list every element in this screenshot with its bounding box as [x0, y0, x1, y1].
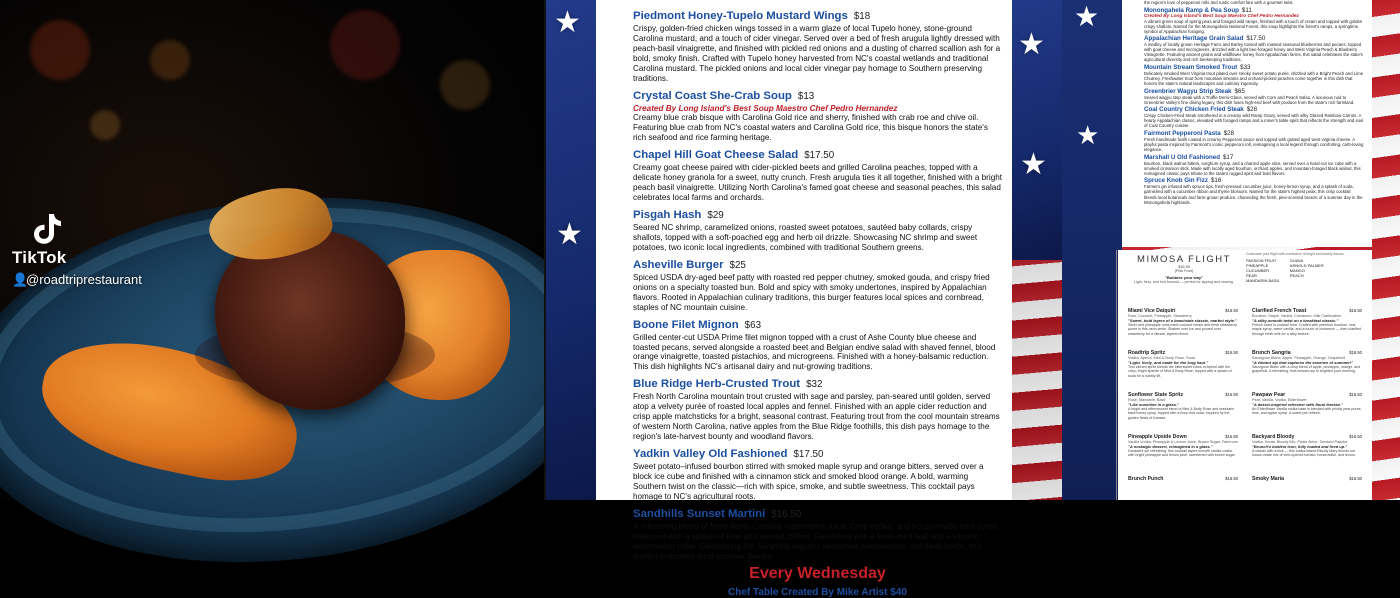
menu-item-price: $17.50: [793, 449, 824, 461]
menu-item-title: Asheville Burger: [633, 258, 724, 271]
menu-item-price: $29: [707, 210, 724, 222]
flavor-option: PASSION FRUIT: [1246, 258, 1277, 263]
menu2-item-price: $16: [1210, 177, 1222, 185]
menu-item-title: Blue Ridge Herb-Crusted Trout: [633, 378, 801, 391]
cocktail-list: [1128, 308, 1362, 518]
flavor-option: PINEAPPLE: [1246, 263, 1269, 268]
menu2-item-title: [1144, 154, 1364, 161]
flavor-option: PEAR: [1246, 273, 1257, 278]
flavor-option: MANDARIN BASIL: [1246, 278, 1280, 283]
cocktail-name: Roadtrip Spritz: [1128, 350, 1166, 356]
menu-item: [633, 205, 1002, 253]
menu2-item-price: $11: [1241, 6, 1252, 14]
menu-item-title: Pisgah Hash: [633, 209, 702, 222]
menu-item-title: Piedmont Honey-Tupelo Mustard Wings: [633, 10, 848, 22]
menu-page: [596, 0, 1012, 598]
cocktail-tagline: "A vibrant sip that captures the essence of summer!": [1252, 360, 1354, 365]
menu-item-description: Crispy, golden-fried chicken wings tossed in a warm glaze of local Tupelo honey, stone-ground Carolina mustard, and a touch of cider vinegar. Served over a bed of fresh arugula lightly dressed with peach-basil vinaigrette, and finished with pickled red onions and a dusting of charred scallion ash for a bold, smoky finish. Crafted with Tupelo honey harvested from NC's coastal wetlands and traditional Carolina mustard. The pickled onions and local cider vinegar pay homage to Southern preserving traditions.: [633, 24, 1001, 83]
menu-item: [633, 444, 1002, 502]
menu-item-price: $16.50: [771, 508, 802, 520]
menu-item-price: $25: [729, 259, 746, 271]
menu-item-description: Creamy blue crab bisque with Carolina Gold rice and sherry, finished with crab roe and chive oil. Featuring blue crab from NC's coastal waters and Carolina Gold rice, this bisque honors the state's rich seafood and rice farming heritage.: [633, 113, 988, 143]
cocktail-ingredients: Pear, Vanilla, Vodka, Elderflower: [1252, 398, 1307, 402]
cocktail-price: $16.50: [1225, 476, 1238, 481]
tiktok-logo-icon: [32, 212, 62, 246]
cocktail-description: Sauvignon Blanc with a crisp blend of apple, pineapple, orange, and grapefruit. A refreshing, fruit-forward sip to brighten your morning.: [1252, 365, 1361, 374]
cocktail-ingredients: Vanilla Vodka, Pineapple & Lemon Juice, Brown Sugar, Falernum: [1128, 440, 1238, 444]
cocktail-tagline: "A silky-smooth twist on a breakfast classic.": [1252, 318, 1339, 323]
menu2-item-title: [1144, 64, 1364, 71]
cocktail-price: $16.50: [1225, 392, 1238, 397]
menu-item-header: [633, 6, 1002, 24]
cocktail-header: [1128, 476, 1238, 482]
menu-item-title: Yadkin Valley Old Fashioned: [633, 448, 788, 461]
cocktail-name: Backyard Bloody: [1252, 434, 1295, 440]
cocktail-name: Sunflower State Spritz: [1128, 392, 1184, 398]
menu2-item-title: [1144, 7, 1364, 14]
cocktail-item: [1128, 308, 1238, 350]
cocktail-item: [1128, 476, 1238, 518]
cocktail-tagline: "Sweet, bold layers of a beachside classic, martini style.": [1128, 318, 1237, 323]
cocktail-item: [1252, 350, 1362, 392]
menu2-item-price: $33: [1240, 64, 1251, 71]
menu-item-title: Sandhills Sunset Martini: [633, 507, 766, 520]
menu2-item-name: Marshall U Old Fashioned: [1144, 153, 1220, 161]
menu2-item-name: Monongahela Ramp & Pea Soup: [1144, 6, 1239, 14]
every-wednesday-heading: Every Wednesday: [749, 564, 886, 582]
menu-item: [633, 315, 1002, 373]
menu2-item-title: [1144, 106, 1364, 113]
cocktail-price: $16.50: [1349, 308, 1362, 313]
tiktok-watermark: [12, 212, 172, 287]
menu-page-2: [1122, 0, 1372, 247]
menu2-item-description: A vibrant green soup of spring peas and foraged wild ramps, finished with a touch of cream and topped with golden crispy shallots. Named for the Monongahela National Forest, this soup highlights the forest's ramps, a springtime symbol of Appalachian foraging.: [1144, 18, 1363, 34]
flavor-column-1: [1246, 258, 1280, 283]
menu-item-description: Fresh North Carolina mountain trout crusted with sage and parsley, pan-seared until golden, served atop a velvety purée of roasted local apples and fennel. Finished with an apple cider reduction and crisp apple matchsticks for a bright, seasonal contrast. Featuring trout from the cool mountain streams of western North Carolina, native apples from the Blue Ridge foothills, this dish pays homage to the region's late-harvest bounty and woodland flavors.: [633, 392, 1000, 442]
menu2-intro: the region's love of pepperoni rolls and rustic comfort fare with a gourmet twist.: [1144, 0, 1294, 5]
cocktail-ingredients: Bourbon, Maple, Vanilla, Cinnamon, Milk Clarification: [1252, 314, 1342, 318]
menu2-item-description: Fresh handmade fusilli coated in creamy Pepperoni sauce and topped with grated aged west virginia cheese. A playful pasta inspired by Fairmont's iconic pepperoni roll, reimagining a local legend through comforting, carb-loving elegance.: [1144, 137, 1364, 153]
menu-item-price: $63: [744, 319, 762, 331]
drinks-menu-card: [1118, 250, 1372, 500]
mimosa-flight-price: $16.50: [1178, 265, 1190, 269]
menu2-item-name: Coal Country Chicken Fried Steak: [1144, 106, 1244, 114]
menu-item: [633, 86, 1002, 144]
menu2-item-title: [1144, 130, 1364, 137]
flavor-column-2: [1290, 258, 1324, 283]
menu2-item-description: Delicately smoked West Virginia trout plated over smoky sweet potato purée, drizzled with a Bright Peach and Lime Chutney. Freshwater trout from mountain streams and orchard-picked peaches come together in this dish that honors the state's natural landscapes and culinary ingenuity.: [1144, 71, 1364, 87]
flavor-option: MANGO: [1289, 268, 1305, 273]
menu2-item-description: Crispy Chicken-Fried Steak smothered in a creamy wild Ramp Gravy, served with silky Glazed Rainbow Carrots. A hearty Appalachian classic, elevated with foraged ramps and a miner's table spirit that reflects the strength and soul of Coal Country cuisine.: [1144, 113, 1364, 129]
cocktail-price: $16.50: [1225, 434, 1238, 439]
menu-item-title: Crystal Coast She-Crab Soup: [633, 89, 792, 102]
cocktail-name: Brunch Punch: [1128, 476, 1164, 482]
menu-item-title: Boone Filet Mignon: [633, 318, 739, 331]
menu2-item-price: $28: [1246, 106, 1258, 114]
menu2-item-price: $17: [1222, 153, 1234, 161]
cocktail-price: $16.50: [1349, 476, 1362, 481]
menu2-item-description: Seared wagyu strip steak with a Truffle Demi-Glace, served with Corn and Peach Salsa. A luxurious nod to Greenbrier Valley's fine dining legacy, this dish fuses high-end beef with produce from the state's rich farmland.: [1144, 94, 1355, 105]
cocktail-item: [1252, 392, 1362, 434]
cocktail-price: $16.50: [1225, 350, 1238, 355]
cocktail-tagline: "Light, lively, and made for the long haul.": [1128, 360, 1209, 365]
menu-item-description: Sweet potato–infused bourbon stirred with smoked maple syrup and orange bitters, served over a block ice cube and finished with a cinnamon stick and smoked blood orange. A bold, warming Southern twist on the classic—rich with spice, smoke, and subtle sweetness. This cocktail pays homage to NC's agricultural roots.: [633, 462, 984, 501]
menu-item-header: [633, 205, 1002, 223]
cocktail-item: [1252, 434, 1362, 476]
cocktail-item: [1128, 392, 1238, 434]
cocktail-tagline: "A nostalgic dessert, reimagined in a glass.": [1128, 444, 1213, 449]
menu-item: [633, 255, 1002, 313]
menu-item-description: Seared NC shrimp, caramelized onions, roasted sweet potatoes, sautéed baby collards, crispy shallots, topped with a soft-poached egg and herb oil drizzle. Showcasing NC shrimp and sweet potatoes, two iconic local ingredients, combined with traditional Southern greens.: [633, 223, 978, 252]
menu-item-description: Spiced USDA dry-aged beef patty with roasted red pepper chutney, smoked gouda, and crispy fried onions on a specialty toasted bun. Bold and spicy with smoky undertones, inspired by Appalachian flavors. Rooted in Appalachian culinary traditions, this burger features local spices and cornbread, staples of NC mountain cuisine.: [633, 272, 990, 312]
person-icon: 👤: [12, 272, 29, 287]
cocktail-description: French toast in cocktail form. Crafted with premium bourbon, real maple syrup, warm vanilla, and a touch of cinnamon — then clarified through fresh milk for a silky texture.: [1252, 323, 1361, 336]
cocktail-description: A classic with a kick — this vodka-based Bloody Mary blends our house-made mix of vine-ripened tomato, horseradish, and lemon.: [1252, 449, 1356, 458]
flag-background: ★ ★ ★ ★: [546, 0, 1062, 500]
menu2-item-price: $17.50: [1246, 35, 1266, 43]
cocktail-description: A bright and effervescent blend of Mint & Body Rosé and mandarin basil honey syrup, topped with a fizzy club soda. Inspired by the golden fields of Kansas.: [1128, 407, 1235, 420]
menu2-item-title: [1144, 35, 1364, 42]
mimosa-flavors: [1240, 252, 1362, 300]
cocktail-price: $16.50: [1349, 350, 1362, 355]
menu2-item-description: Farmers gin infused with spruce tips, fresh-pressed cucumber juice, honey-lemon syrup, and a splash of soda, garnished with a cucumber ribbon and thyme blossom. Named for the state's highest peak, this crisp cocktail blends local botanicals and farm-grown produce, channeling the fresh, pine-scented breeze of a summer day in the Monongahela highlands.: [1144, 184, 1363, 205]
cocktail-price: $16.50: [1349, 434, 1362, 439]
cocktail-item: [1252, 308, 1362, 350]
menu-item-price: $17.50: [804, 150, 835, 162]
flavor-option: ARNOLD PALMER: [1289, 263, 1324, 268]
cocktail-tagline: "Brunch's boldest icon, fully loaded and fired up.": [1252, 444, 1348, 449]
menu2-item-description: Bourbon, black walnut bitters, sorghum syrup, and a charred apple slice, served over a hand-cut ice cube with a smoked cinnamon stick. Made with locally aged bourbon, orchard apples, and mountain-foraged black walnut, this reimagined classic pays tribute to the state's rugged spirit and bold flavors.: [1144, 160, 1361, 176]
menu-item-header: [633, 444, 1002, 462]
menu2-item-title: [1144, 88, 1364, 95]
menu-item-price: $13: [797, 90, 815, 102]
cocktail-name: Smoky Maria: [1252, 476, 1285, 482]
menu2-item-name: Appalachian Heritage Grain Salad: [1144, 35, 1244, 43]
cocktail-ingredients: Vodka, Aperol, Mint & Body Rose, Soda: [1128, 356, 1195, 360]
menu2-item-title: [1144, 177, 1364, 184]
mimosa-flight-title: MIMOSA FLIGHT: [1137, 254, 1231, 265]
cocktail-description: An Elderflower Vanilla vodka base is blended with prickly pear purée, lime, and agave syrup. A sweet pet refresh.: [1252, 407, 1362, 416]
menu-item-header: [633, 86, 1002, 104]
cocktail-description: This vibrant spritz blends the bittersweet citrus of Aperol with the crisp, bright sparkle of Mint & Body Rosé, topped with a splash of soda for a bubbly lift.: [1128, 365, 1232, 378]
menu-item: [633, 504, 1002, 562]
menu2-item-price: $28: [1223, 130, 1235, 137]
cocktail-price: $16.50: [1349, 392, 1362, 397]
cocktail-ingredients: Sauvignon Blanc, Apple, Pineapple, Orange, Grapefruit: [1252, 356, 1345, 360]
menu2-item-name: Fairmont Pepperoni Pasta: [1144, 130, 1221, 137]
cocktail-item: [1252, 476, 1362, 518]
mimosa-flight-pick: (Pick Four): [1174, 269, 1194, 273]
tiktok-food-photo: [0, 0, 546, 500]
menu-item-description: A refreshing blend of fresh North Carolina watermelon juice, Crop vodka, and house-made mint syrup, balanced with a splash of lime and served chilled. Garnished with a fresh mint leaf and a vibrant watermelon cube. Celebrating the Sandhills region's renowned watermelons and fresh herbs, this martini embodies local summer flavors.: [633, 521, 1000, 561]
menu-item-header: [633, 145, 1002, 163]
cocktail-name: Brunch Sangria: [1252, 350, 1291, 356]
cocktail-ingredients: Vodka, House Bloody Mix, Pickle Brine, Smoked Paprika: [1252, 440, 1348, 444]
menu2-item-name: Mountain Stream Smoked Trout: [1144, 64, 1238, 71]
menu-item-price: $32: [806, 379, 823, 391]
menu-item-credit: Created By Long Island's Best Soup Maestro Chef Pedro Hernandez: [633, 103, 898, 113]
cocktail-header: [1252, 476, 1362, 482]
menu-item-price: $18: [853, 11, 871, 22]
menu-item: [633, 145, 1002, 203]
tiktok-handle[interactable]: 👤@roadtriprestaurant: [12, 272, 142, 287]
menu-item-description: Creamy goat cheese paired with cider-pickled beets and grilled Carolina peaches, topped with a delicate honey granola for a sweet, nutty crunch. Fresh arugula ties it all together, finished with a bright peach basil vinaigrette. Utilizing North Carolina's famed goat cheese and seasonal peaches, this salad celebrates local farms and orchards.: [633, 163, 1002, 203]
cocktail-ingredients: Rum, Coconut, Pineapple, Strawberry: [1128, 314, 1192, 318]
cocktail-item: [1128, 350, 1238, 392]
menu-item: [633, 374, 1002, 442]
cocktail-description: Decadent yet refreshing, this cocktail layers smooth vanilla vodka with bright pineapple and lemon juice, sweetened with brown sugar.: [1128, 449, 1236, 458]
flavor-option: PEACH: [1289, 273, 1304, 278]
cocktail-name: Miami Vice Daiquiri: [1128, 308, 1176, 314]
menu-item-header: [633, 374, 1002, 392]
menu2-item-description: A medley of locally grown Heritage Farro and Barley tossed with roasted seasonal blueberries and pecans, topped with goat cheese and microgreens, drizzled with a light bee-foraged honey and West Virginia Peach & Blueberry Vinaigrette. Featuring ancient grains and wildflower honey from Appalachian farms, this salad celebrates the state's agricultural diversity and rich beekeeping traditions.: [1144, 42, 1363, 63]
menu-item: [633, 6, 1002, 84]
cocktail-ingredients: Rosé, Mandarin, Basil: [1128, 398, 1166, 402]
flavor-option: CUCUMBER: [1246, 268, 1270, 273]
menu2-item-name: Greenbrier Wagyu Strip Steak: [1144, 87, 1232, 95]
cocktail-name: Pawpaw Pear: [1252, 392, 1286, 398]
menu-item-header: [633, 255, 1002, 273]
menu-item-header: [633, 504, 1002, 522]
cocktail-name: Clarified French Toast: [1252, 308, 1307, 314]
flavor-option: GUAVA: [1289, 258, 1304, 263]
menu-item-description: Grilled center-cut USDA Prime filet mignon topped with a crust of Ashe County blue cheese and toasted pecans, served alongside a roasted beet and Belgian endive salad with shaved fennel, blood orange vinaigrette, toasted pistachios, and microgreens. Finished with a honey-balsamic reduction. This dish highlights NC's artisanal dairy and nut-growing traditions.: [633, 332, 996, 372]
cocktail-price: $16.50: [1225, 308, 1238, 313]
cocktail-name: Pineapple Upside Down: [1128, 434, 1187, 440]
flavor-hint: Customize your flight with a selection of bright and bubbly flavors.: [1246, 252, 1345, 256]
cocktail-description: Silver and pineapple rums meet coconut cream and fresh strawberry purée in this neon smile. Shaken over ice and poured over strawberry for a vibrant, layered finish.: [1128, 323, 1237, 336]
cocktail-tagline: "Like sunshine in a glass.": [1128, 402, 1179, 407]
menu2-item-credit: Created By Long Island's Best Soup Maestro Chef Pedro Hernandez: [1144, 13, 1299, 19]
cocktail-tagline: "A desert-inspired refresher with floral finesse.": [1252, 402, 1344, 407]
mimosa-tagline: "Bubbles your way": [1164, 275, 1204, 280]
tiktok-brand-name: TikTok: [12, 248, 67, 267]
menu-item-header: [633, 315, 1002, 333]
cocktail-item: [1128, 434, 1238, 476]
menu-item-title: Chapel Hill Goat Cheese Salad: [633, 149, 799, 162]
mimosa-note: Light, fizzy, and fruit-forward — perfect for sipping and sharing.: [1134, 280, 1234, 284]
menu2-item-name: Spruce Knob Gin Fizz: [1144, 177, 1208, 185]
mimosa-flight: [1128, 252, 1240, 300]
chef-table-line: Chef Table Created By Mike Artist $40: [728, 586, 907, 598]
menu2-item-price: $65: [1234, 87, 1245, 95]
